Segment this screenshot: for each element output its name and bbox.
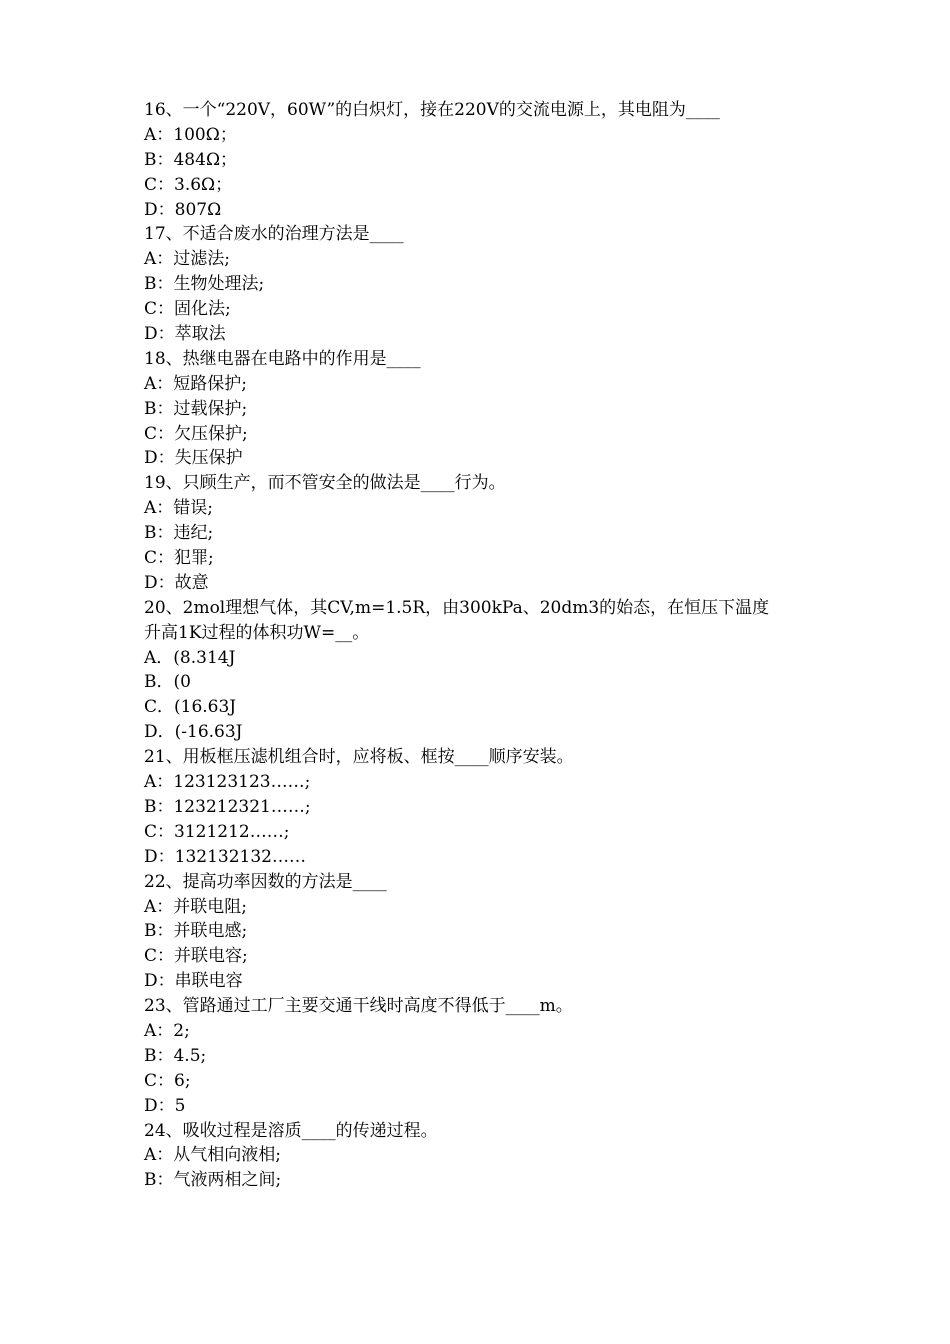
question-20-option-b: B．(0	[144, 672, 191, 693]
document-body	[144, 98, 814, 1193]
question-16-option-d: D：807Ω	[144, 199, 222, 220]
question-22-option-d: D：串联电容	[144, 971, 243, 992]
question-21-text: 21、用板框压滤机组合时，应将板、框按____顺序安装。	[144, 747, 574, 768]
question-16-option-b: B：484Ω；	[144, 149, 238, 170]
question-19-option-a: A：错误;	[144, 498, 214, 519]
question-18-option-d: D：失压保护	[144, 448, 243, 469]
question-20-option-c: C．(16.63J	[144, 697, 237, 718]
question-17-text: 17、不适合废水的治理方法是____	[144, 224, 404, 245]
question-21-option-c: C：3121212……;	[144, 821, 290, 842]
question-17-option-a: A：过滤法;	[144, 249, 231, 270]
question-20-option-d: D．(-16.63J	[144, 722, 243, 743]
question-16-text: 16、一个“220V，60W”的白炽灯，接在220V的交流电源上，其电阻为____	[144, 100, 720, 120]
question-19-option-b: B：违纪;	[144, 523, 214, 544]
question-18-text: 18、热继电器在电路中的作用是____	[144, 348, 421, 369]
question-18-option-a: A：短路保护;	[144, 373, 248, 394]
question-23-option-b: B：4.5;	[144, 1045, 207, 1066]
question-19-option-d: D：故意	[144, 572, 209, 593]
question-17-option-c: C：固化法;	[144, 299, 231, 320]
question-20-option-a: A．(8.314J	[144, 647, 236, 668]
question-16-option-c: C：3.6Ω；	[144, 174, 233, 195]
question-24-option-b: B：气液两相之间;	[144, 1170, 282, 1191]
question-24-option-a: A：从气相向液相;	[144, 1145, 282, 1166]
question-18-option-b: B：过载保护;	[144, 398, 248, 419]
question-22-option-a: A：并联电阻;	[144, 896, 248, 917]
question-22-text: 22、提高功率因数的方法是____	[144, 871, 387, 892]
question-22-option-b: B：并联电感;	[144, 921, 248, 942]
question-23-option-c: C：6;	[144, 1070, 191, 1091]
question-21-option-d: D：132132132……	[144, 846, 306, 867]
question-23-text: 23、管路通过工厂主要交通干线时高度不得低于____m。	[144, 996, 573, 1017]
question-18-option-c: C：欠压保护;	[144, 423, 248, 444]
question-23-option-a: A：2;	[144, 1020, 190, 1041]
question-21-option-a: A：123123123……;	[144, 772, 311, 793]
question-17-option-d: D：萃取法	[144, 324, 226, 345]
question-16-option-a: A：100Ω；	[144, 124, 237, 145]
question-17-option-b: B：生物处理法;	[144, 274, 265, 295]
question-23-option-d: D：5	[144, 1095, 186, 1116]
question-22-option-c: C：并联电容;	[144, 946, 248, 967]
question-20-text-line-1: 20、2mol理想气体，其CV,m=1.5R，由300kPa、20dm3的始态，在恒压下温度	[144, 597, 770, 618]
question-20-text-line-2: 升高1K过程的体积功W=__。	[144, 622, 370, 643]
question-19-text: 19、只顾生产，而不管安全的做法是____行为。	[144, 473, 506, 494]
question-24-text: 24、吸收过程是溶质____的传递过程。	[144, 1120, 438, 1141]
question-19-option-c: C：犯罪;	[144, 548, 214, 569]
question-21-option-b: B：123212321……;	[144, 796, 311, 817]
